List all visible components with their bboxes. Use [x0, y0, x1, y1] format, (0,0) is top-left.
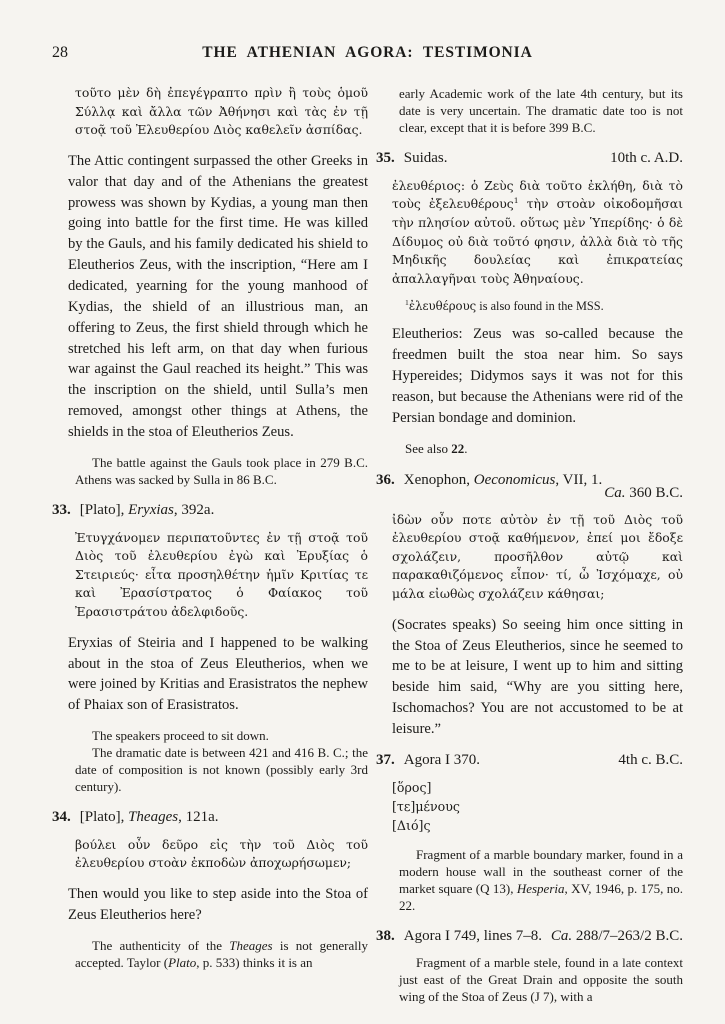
entry-37-citation [376, 752, 480, 769]
translation-32: The Attic contingent surpassed the other Greeks in valor that day and of the Athenians the greatest prowess was shown by Kydias, a young man then going into battle for the first time. He was killed by the Gauls, and his family dedicated his shield to Eleutherios Zeus, with the inscription, “Here am I dedicated, yearning for the young manhood of Kydias, the shield of an illustrious man, an offering to Zeus, the first shield through which he stretched his left arm, on that day when furious war against the Gaul reached its height.” This was the inscription on the shield, until Sulla’s men removed, amongst other things at Athens, the shields in the stoa of Eleutherios Zeus. [68, 152, 368, 440]
commentary-37-part-1: Fragment of a marble boundary marker, found in a modern house wall in the southeast corner of the market square (Q 13), [399, 847, 683, 897]
entry-35-date: 10th c. A.D. [610, 149, 683, 166]
greek-35-part-1: ἐλευθέριος: ὁ Ζεὺς διὰ τοῦτο ἐκλήθη, διὰ τὸ τοὺς ἐξελευθέρους [392, 177, 683, 212]
entry-34-citation [52, 809, 219, 826]
running-title: THE ATHENIAN AGORA: TESTIMONIA [202, 44, 533, 61]
entry-36-number: 36. [376, 471, 395, 488]
entry-37-heading [376, 752, 683, 769]
commentary-32-text: The battle against the Gauls took place in 279 B.C. Athens was sacked by Sulla in 86 B.C. [75, 454, 368, 487]
commentary-34-continuation-text: early Academic work of the late 4th century, but its date is very uncertain. The dramatic date too is not clear, except that it is before 399 B.C. [399, 86, 683, 135]
see-also-reference: 22 [451, 440, 465, 456]
entry-33-reference: , 392a. [173, 501, 215, 518]
entry-38-date-ca: Ca. [550, 928, 573, 945]
entry-38-heading [376, 928, 683, 945]
entry-33-citation [52, 502, 214, 519]
greek-quote-36: ἰδὼν οὖν ποτε αὐτὸν ἐν τῇ τοῦ Διὸς τοῦ ἐλευθερίου στοᾷ καθήμενον, ἐπεί μοι ἔδοξε σχολάζειν, προσῆλθον αὐτῷ καὶ παρακαθιζόμενος εἶπον· τί, ὦ Ἰσχόμαχε, οὐ μάλα εἰωθὼς σχολάζειν κάθησαι; [392, 511, 683, 602]
entry-38-source: Agora I 749, lines 7–8. [403, 928, 543, 945]
greek-quote-34: βούλει οὖν δεῦρο εἰς τὴν τοῦ Διὸς τοῦ ἐλευθερίου στοὰν ἐκποδὼν ἀποχωρήσωμεν; [75, 836, 368, 871]
see-also-suffix: . [464, 440, 468, 456]
commentary-33-line-2: The dramatic date is between 421 and 416 B. C.; the date of composition is not known (possibly early 3rd century). [75, 745, 368, 794]
entry-34-author: [Plato], [79, 808, 129, 825]
commentary-34-part-3: , p. 533) thinks it is an [196, 954, 313, 970]
greek-quote-33: Ἐτυγχάνομεν περιπατοῦντες ἐν τῇ στοᾷ τοῦ Διὸς τοῦ ἐλευθερίου ἐγὼ καὶ Ἐρυξίας ὁ Στειριεύς· εἶτα προσηλθέτην ἡμῖν Κριτίας τε καὶ Ἐρασίστρατος ὁ Φαίακος τοῦ Ἐρασιστράτου ἀδελφιδοῦς. [75, 529, 368, 620]
entry-35-citation [376, 150, 448, 167]
commentary-38 [392, 955, 683, 1006]
entry-34-heading [52, 809, 368, 826]
inscription-37-line-2: [τε]μένους [392, 798, 460, 814]
commentary-38-text: Fragment of a marble stele, found in a late context just east of the Great Drain and opposite the south wing of the Stoa of Zeus (J 7), with a [399, 955, 683, 1004]
translation-33: Eryxias of Steiria and I happened to be walking about in the stoa of Zeus Eleutherios, when we were joined by Kritias and Erasistratos the nephew of Phaiax son of Erasistratos. [68, 634, 368, 714]
entry-34-reference: , 121a. [178, 808, 219, 825]
commentary-34-text [75, 938, 368, 972]
commentary-34-part-1: The authenticity of the [92, 937, 230, 953]
entry-38-citation [376, 928, 542, 945]
translation-36: (Socrates speaks) So seeing him once sitting in the Stoa of Zeus Eleutherios, since he seemed to me to be at leisure, I went up to him and sitting beside him said, “Why are you sitting here, Ischomachos? You are not accustomed to be at leisure.” [392, 616, 683, 737]
entry-36-date-ca: Ca. [604, 484, 626, 501]
entry-33-author: [Plato], [79, 501, 129, 518]
page-header [52, 44, 683, 62]
entry-34-work-title: Theages [128, 808, 179, 825]
page-number: 28 [52, 44, 68, 61]
entry-38-date [551, 928, 683, 945]
translation-34: Then would you like to step aside into the Stoa of Zeus Eleutherios here? [68, 885, 368, 923]
inscription-37 [392, 779, 683, 836]
commentary-33-line-1: The speakers proceed to sit down. [92, 728, 269, 744]
greek-35-footnote-marker: 1 [513, 196, 519, 206]
right-column [376, 84, 683, 1019]
entry-33-number: 33. [52, 501, 71, 518]
entry-33-work-title: Eryxias [128, 501, 174, 518]
commentary-34 [68, 938, 368, 972]
translation-35: Eleutherios: Zeus was so-called because the freedmen built the stoa near him. So says Hypereides; Didymos says it was not for this reason, but because the Athenians were rid of the Persian bondage and dominion. [392, 326, 683, 426]
entry-36-work-title: Oeconomicus [473, 471, 556, 488]
footnote-35 [392, 299, 683, 315]
commentary-34-work-italic: Theages [229, 937, 273, 953]
entry-35-source: Suidas. [403, 149, 448, 166]
greek-quote-35 [392, 177, 683, 289]
commentary-37-text [399, 847, 683, 915]
entry-38-number: 38. [376, 928, 395, 945]
greek-35-part-2: τὴν στοὰν οἰκοδομῆσαι τὴν πλησίον αὐτοῦ. οὕτως μὲν Ὑπερίδης· ὁ δὲ Δίδυμος οὐ διὰ τοῦτό φησιν, ἀλλὰ διὰ τὸ τῆς Μηδικῆς δουλείας καὶ ἐπικρατείας ἀπαλλαγῆναι τοὺς Ἀθηναίους. [392, 196, 683, 286]
commentary-34-part-2: is not generally accepted. Taylor ( [75, 937, 368, 970]
entry-36-reference: , VII, 1. [555, 471, 603, 488]
entry-36-citation [376, 472, 602, 489]
commentary-33 [68, 728, 368, 796]
inscription-37-line-1: [ὅρος] [392, 779, 432, 795]
entry-33-heading [52, 502, 368, 519]
two-column-layout [52, 84, 683, 1019]
commentary-34-plato-italic: Plato [168, 954, 197, 970]
inscription-37-line-3: [Διό]ς [392, 817, 431, 833]
entry-37-source: Agora I 370. [403, 751, 480, 768]
entry-34-number: 34. [52, 808, 71, 825]
commentary-37-journal-italic: Hesperia [516, 881, 565, 897]
entry-36-date-value: 360 B.C. [625, 484, 683, 501]
commentary-34-continuation [392, 86, 683, 137]
commentary-37-part-2: , XV, 1946, p. 175, no. 22. [399, 881, 683, 914]
footnote-35-marker: 1 [405, 298, 409, 308]
left-column [52, 84, 368, 1019]
greek-quote-32: τοῦτο μὲν δὴ ἐπεγέγραπτο πρὶν ἢ τοὺς ὁμοῦ Σύλλᾳ καὶ ἄλλα τῶν Ἀθήνησι καὶ τὰς ἐν τῇ στοᾷ τοῦ Ἐλευθερίου Διὸς καθελεῖν ἀσπίδας. [75, 85, 368, 138]
entry-37-date: 4th c. B.C. [618, 751, 683, 768]
see-also-prefix: See also [405, 440, 452, 456]
commentary-32 [68, 455, 368, 489]
entry-36-author: Xenophon, [403, 471, 474, 488]
footnote-35-text: is also found in the MSS. [476, 299, 604, 314]
entry-35-number: 35. [376, 149, 395, 166]
see-also-35 [392, 441, 683, 457]
entry-38-date-value: 288/7–263/2 B.C. [572, 928, 683, 945]
footnote-35-greek: ἐλευθέρους [408, 299, 477, 314]
entry-37-number: 37. [376, 751, 395, 768]
entry-35-heading [376, 150, 683, 167]
commentary-37 [392, 847, 683, 915]
